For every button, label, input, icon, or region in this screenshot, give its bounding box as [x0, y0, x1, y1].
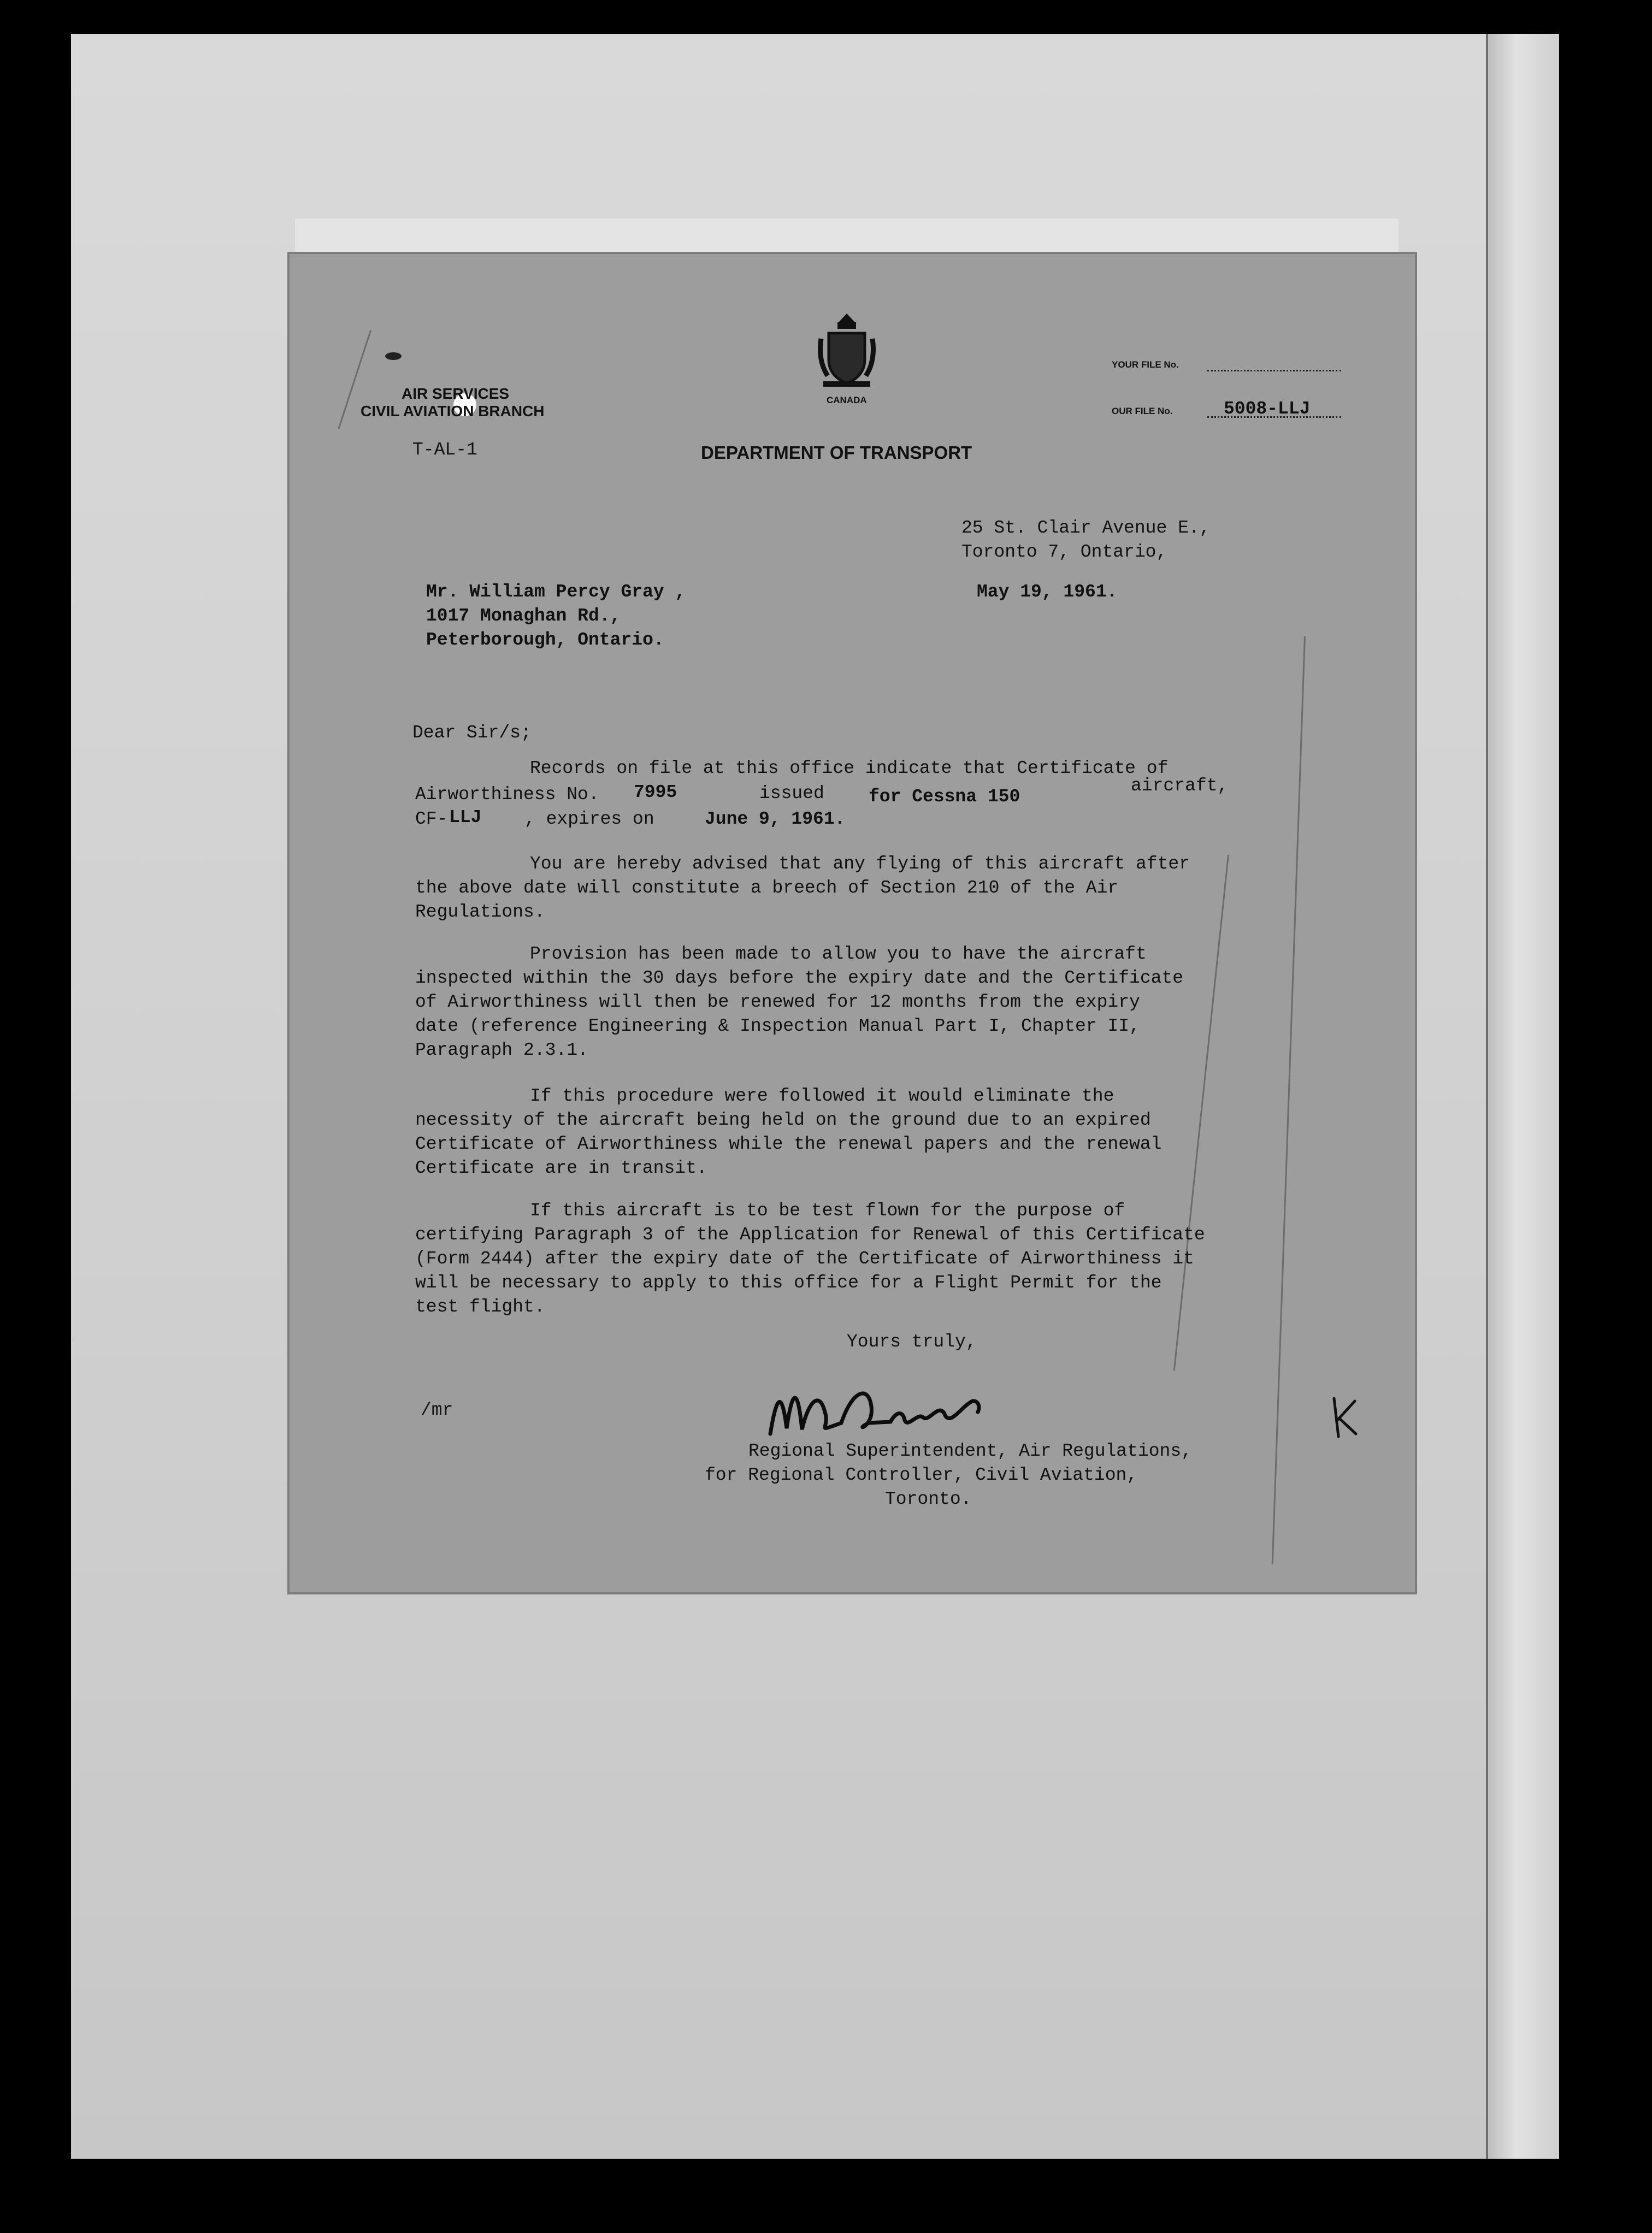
p1-airworthiness-label: Airworthiness No.	[415, 784, 599, 805]
your-file-line	[1207, 370, 1341, 371]
paragraph-3-line-4: date (reference Engineering & Inspection Manual Part I, Chapter II,	[415, 1016, 1140, 1036]
paragraph-2-line-1: You are hereby advised that any flying of this aircraft after	[530, 854, 1190, 874]
paragraph-5-line-3: (Form 2444) after the expiry date of the Certificate of Airworthiness it	[415, 1249, 1194, 1269]
registration-mark: LLJ	[449, 807, 482, 828]
aircraft-type: for Cessna 150	[869, 787, 1020, 807]
recipient-street: 1017 Monaghan Rd.,	[426, 606, 621, 626]
sender-address-line-1: 25 St. Clair Avenue E.,	[961, 518, 1211, 538]
signatory-line-1: Regional Superintendent, Air Regulations,	[748, 1441, 1192, 1461]
your-file-label: YOUR FILE No.	[1112, 359, 1179, 370]
paragraph-4-line-3: Certificate of Airworthiness while the renewal papers and the renewal	[415, 1134, 1162, 1154]
paper-crease	[1173, 855, 1229, 1371]
typist-reference: /mr	[421, 1400, 453, 1420]
branch-line-1: AIR SERVICES	[402, 385, 510, 402]
form-code: T-AL-1	[412, 440, 477, 460]
paragraph-5-line-2: certifying Paragraph 3 of the Application for Renewal of this Certificate	[415, 1225, 1205, 1245]
expiry-date: June 9, 1961.	[705, 809, 846, 829]
signatory-line-3: Toronto.	[885, 1489, 972, 1509]
letter-date: May 19, 1961.	[977, 582, 1118, 602]
paragraph-3-line-1: Provision has been made to allow you to have the aircraft	[530, 944, 1147, 964]
our-file-value: 5008-LLJ	[1224, 399, 1311, 419]
department-title: DEPARTMENT OF TRANSPORT	[701, 442, 972, 463]
paragraph-5-line-1: If this aircraft is to be test flown for the purpose of	[530, 1201, 1125, 1221]
our-file-label: OUR FILE No.	[1112, 406, 1173, 416]
paragraph-2-line-2: the above date will constitute a breech of Section 210 of the Air	[415, 878, 1119, 898]
paragraph-3-line-2: inspected within the 30 days before the expiry date and the Certificate	[415, 968, 1184, 988]
recipient-city: Peterborough, Ontario.	[426, 630, 664, 650]
paragraph-2-line-3: Regulations.	[415, 902, 545, 922]
signature-image	[759, 1368, 989, 1445]
paragraph-3-line-3: of Airworthiness will then be renewed for 12 months from the expiry	[415, 992, 1140, 1012]
branch-line-2: CIVIL AVIATION BRANCH	[361, 403, 545, 420]
handwritten-mark	[1328, 1396, 1360, 1439]
paragraph-5-line-5: test flight.	[415, 1297, 545, 1317]
registration-prefix: CF-	[415, 809, 448, 829]
p1-aircraft-word: aircraft,	[1131, 776, 1229, 796]
paragraph-3-line-5: Paragraph 2.3.1.	[415, 1040, 588, 1060]
salutation: Dear Sir/s;	[412, 723, 532, 743]
letter-page	[290, 254, 1415, 1592]
closing: Yours truly,	[847, 1332, 977, 1352]
paragraph-4-line-2: necessity of the aircraft being held on the ground due to an expired	[415, 1110, 1151, 1130]
certificate-number: 7995	[634, 782, 677, 802]
paper-speck	[385, 352, 402, 360]
paragraph-5-line-4: will be necessary to apply to this office for a Flight Permit for the	[415, 1273, 1162, 1293]
sender-address-line-2: Toronto 7, Ontario,	[961, 542, 1167, 562]
paragraph-4-line-1: If this procedure were followed it would eliminate the	[530, 1086, 1114, 1106]
canada-crest-icon	[817, 311, 877, 391]
p1-issued-word: issued	[759, 783, 824, 804]
paper-crease	[1272, 636, 1306, 1564]
crest-label: CANADA	[827, 395, 867, 405]
recipient-name: Mr. William Percy Gray ,	[426, 582, 686, 602]
mount-edge-strip	[1486, 34, 1559, 2159]
paragraph-4-line-4: Certificate are in transit.	[415, 1158, 707, 1178]
signatory-line-2: for Regional Controller, Civil Aviation,	[705, 1465, 1138, 1485]
paragraph-1-line-1: Records on file at this office indicate that Certificate of	[530, 758, 1169, 778]
p1-expires-on: , expires on	[524, 809, 654, 829]
